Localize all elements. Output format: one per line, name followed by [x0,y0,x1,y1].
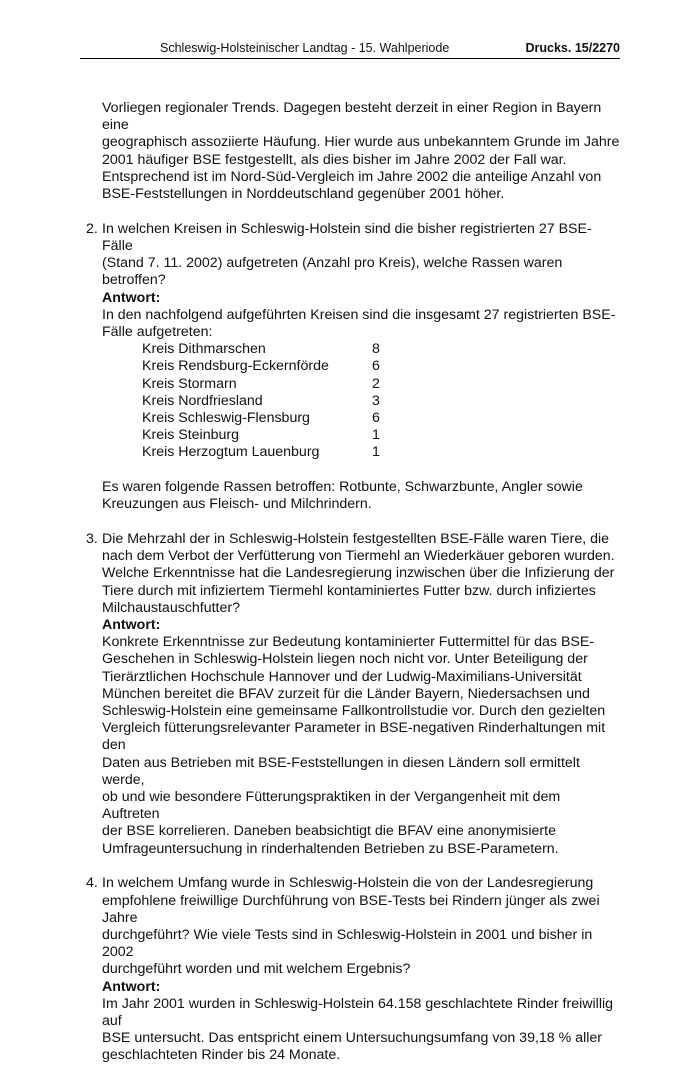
question-line: Milchaustauschfutter? [102,599,241,616]
text-line: BSE-Feststellungen in Norddeutschland gegenüber 2001 höher. [102,186,505,203]
answer-line: der BSE korrelieren. Daneben beabsichtigt die BFAV eine anonymisierte [102,823,556,840]
answer-line: Daten aus Betrieben mit BSE-Feststellungen in diesen Ländern soll ermittelt werde, [102,754,580,788]
district-name: Kreis Schleswig-Flensburg [142,409,310,426]
district-name: Kreis Nordfriesland [142,392,263,409]
header-title: Schleswig-Holsteinischer Landtag - 15. Wahlperiode [160,41,450,55]
district-name: Kreis Herzogtum Lauenburg [142,444,320,461]
district-count: 1 [372,427,380,444]
answer-line: geschlachteten Rinder bis 24 Monate. [102,1047,341,1064]
question-line: nach dem Verbot der Verfütterung von Tiermehl an Wiederkäuer geboren wurden. [102,548,615,565]
table-row [142,444,380,461]
table-row [142,376,380,393]
answer-line: Konkrete Erkenntnisse zur Bedeutung kontaminierter Futtermittel für das BSE- [102,634,595,651]
answer-label: Antwort: [102,616,161,633]
question-line: In welchem Umfang wurde in Schleswig-Holstein die von der Landesregierung [102,875,594,892]
answer-line: Umfrageuntersuchung in rinderhaltenden Betrieben zu BSE-Parametern. [102,840,559,857]
text-line: Entsprechend ist im Nord-Süd-Vergleich im Jahre 2002 die anteilige Anzahl von [102,168,602,185]
question-number: 2. [86,220,98,237]
question-line: Die Mehrzahl der in Schleswig-Holstein festgestellten BSE-Fälle waren Tiere, die [102,530,610,547]
district-count: 3 [372,392,380,409]
answer-label: Antwort: [102,289,161,306]
question-line: durchgeführt worden und mit welchem Ergebnis? [102,961,411,978]
district-table [142,341,380,461]
district-count: 6 [372,409,380,426]
answer-line: Geschehen in Schleswig-Holstein liegen noch nicht vor. Unter Beteiligung der [102,651,588,668]
district-count: 1 [372,444,380,461]
header-rule [80,58,620,59]
answer-line: Schleswig-Holstein eine gemeinsame Fallkontrollstudie vor. Durch den gezielten [102,703,606,719]
text-line: geographisch assoziierte Häufung. Hier wurde aus unbekanntem Grunde im Jahre [102,134,620,151]
answer-line: Fälle aufgetreten: [102,323,213,340]
table-row [142,427,380,444]
table-row [142,410,380,427]
answer-label: Antwort: [102,978,161,995]
question-line: empfohlene freiwillige Durchführung von BSE-Tests bei Rindern jünger als zwei Jahre [102,892,600,926]
district-name: Kreis Dithmarschen [142,341,266,358]
question-3 [80,531,620,858]
answer-line: ob und wie besondere Fütterungspraktiken in der Vergangenheit mit dem Auftreten [102,789,561,823]
question-number: 3. [86,530,98,547]
breeds-line: Es waren folgende Rassen betroffen: Rotbunte, Schwarzbunte, Angler sowie [102,479,583,496]
answer-line: München bereitet die BFAV zurzeit für die Länder Bayern, Niedersachsen und [102,685,590,702]
question-4 [80,875,620,1064]
question-line: Tiere durch mit infiziertem Tiermehl kontaminiertes Futter bzw. durch infiziertes [102,582,596,599]
text-line: 2001 häufiger BSE festgestellt, als dies bisher im Jahre 2002 der Fall war. [102,151,567,168]
table-row [142,358,380,375]
district-count: 6 [372,358,380,375]
district-name: Kreis Stormarn [142,375,237,392]
question-line: In welchen Kreisen in Schleswig-Holstein sind die bisher registrierten 27 BSE-Fälle [102,220,592,254]
answer-line: Tierärztlichen Hochschule Hannover und der Ludwig-Maximilians-Universität [102,668,582,685]
district-count: 8 [372,341,380,358]
intro-paragraph [80,100,620,203]
district-name: Kreis Steinburg [142,427,239,444]
answer-line: In den nachfolgend aufgeführten Kreisen sind die insgesamt 27 registrierten BSE- [102,306,616,323]
table-row [142,341,380,358]
district-count: 2 [372,375,380,392]
answer-line: Vergleich fütterungsrelevanter Parameter in BSE-negativen Rinderhaltungen mit den [102,720,606,754]
answer-line: BSE untersucht. Das entspricht einem Untersuchungsumfang von 39,18 % aller [102,1030,602,1047]
table-row [142,393,380,410]
question-number: 4. [86,875,98,892]
question-2 [80,221,620,514]
question-line: (Stand 7. 11. 2002) aufgetreten (Anzahl pro Kreis), welche Rassen waren betroffen? [102,255,563,289]
question-line: Welche Erkenntnisse hat die Landesregierung inzwischen über die Infizierung der [102,565,615,582]
breeds-line: Kreuzungen aus Fleisch- und Milchrindern. [102,496,372,513]
question-line: durchgeführt? Wie viele Tests sind in Schleswig-Holstein in 2001 und bisher in 2002 [102,926,593,961]
document-number: Drucks. 15/2270 [525,41,620,55]
text-line: Vorliegen regionaler Trends. Dagegen besteht derzeit in einer Region in Bayern eine [102,100,602,134]
district-name: Kreis Rendsburg-Eckernförde [142,358,329,375]
answer-line: Im Jahr 2001 wurden in Schleswig-Holstein 64.158 geschlachtete Rinder freiwillig auf [102,995,614,1029]
document-body [80,100,620,1065]
